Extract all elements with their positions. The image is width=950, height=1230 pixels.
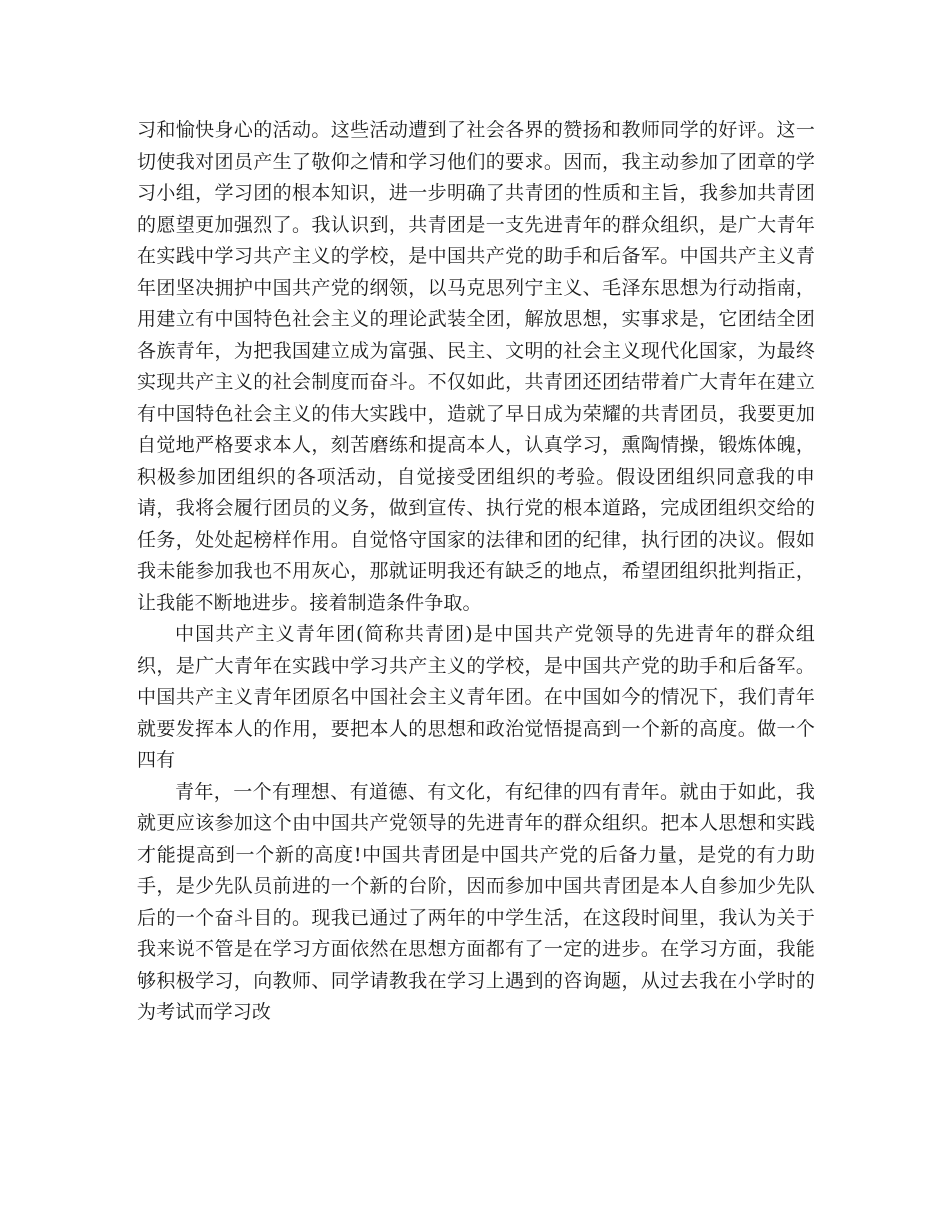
paragraph-1: 习和愉快身心的活动。这些活动遭到了社会各界的赞扬和教师同学的好评。这一切使我对团员产生了敬仰之情和学习他们的要求。因而，我主动参加了团章的学习小组，学习团的根本知识，进一步明确了共青团的性质和主旨，我参加共青团的愿望更加强烈了。我认识到，共青团是一支先进青年的群众组织，是广大青年在实践中学习共产主义的学校，是中国共产党的助手和后备军。中国共产主义青年团坚决拥护中国共产党的纲领，以马克思列宁主义、毛泽东思想为行动指南，用建立有中国特色社会主义的理论武装全团，解放思想，实事求是，它团结全团各族青年，为把我国建立成为富强、民主、文明的社会主义现代化国家，为最终实现共产主义的社会制度而奋斗。不仅如此，共青团还团结带着广大青年在建立有中国特色社会主义的伟大实践中，造就了早日成为荣耀的共青团员，我要更加自觉地严格要求本人，刻苦磨练和提高本人，认真学习，熏陶情操，锻炼体魄，积极参加团组织的各项活动，自觉接受团组织的考验。假设团组织同意我的申请，我将会履行团员的义务，做到宣传、执行党的根本道路，完成团组织交给的任务，处处起榜样作用。自觉恪守国家的法律和团的纪律，执行团的决议。假如我未能参加我也不用灰心，那就证明我还有缺乏的地点，希望团组织批判指正，让我能不断地进步。接着制造条件争取。 (137, 119, 815, 614)
paragraph-2: 中国共产主义青年团(简称共青团)是中国共产党领导的先进青年的群众组织，是广大青年在实践中学习共产主义的学校，是中国共产党的助手和后备军。中国共产主义青年团原名中国社会主义青年团。在中国如今的情况下，我们青年就要发挥本人的作用，要把本人的思想和政治觉悟提高到一个新的高度。做一个四有 (137, 623, 815, 771)
document-body (137, 115, 815, 1029)
paragraph-3: 青年，一个有理想、有道德、有文化，有纪律的四有青年。就由于如此，我就更应该参加这个由中国共产党领导的先进青年的群众组织。把本人思想和实践才能提高到一个新的高度!中国共青团是中国共产党的后备力量，是党的有力助手，是少先队员前进的一个新的台阶，因而参加中国共青团是本人自参加少先队后的一个奋斗目的。现我已通过了两年的中学生活，在这段时间里，我认为关于我来说不管是在学习方面依然在思想方面都有了一定的进步。在学习方面，我能够积极学习，向教师、同学请教我在学习上遇到的咨询题，从过去我在小学时的为考试而学习改 (137, 780, 815, 1023)
